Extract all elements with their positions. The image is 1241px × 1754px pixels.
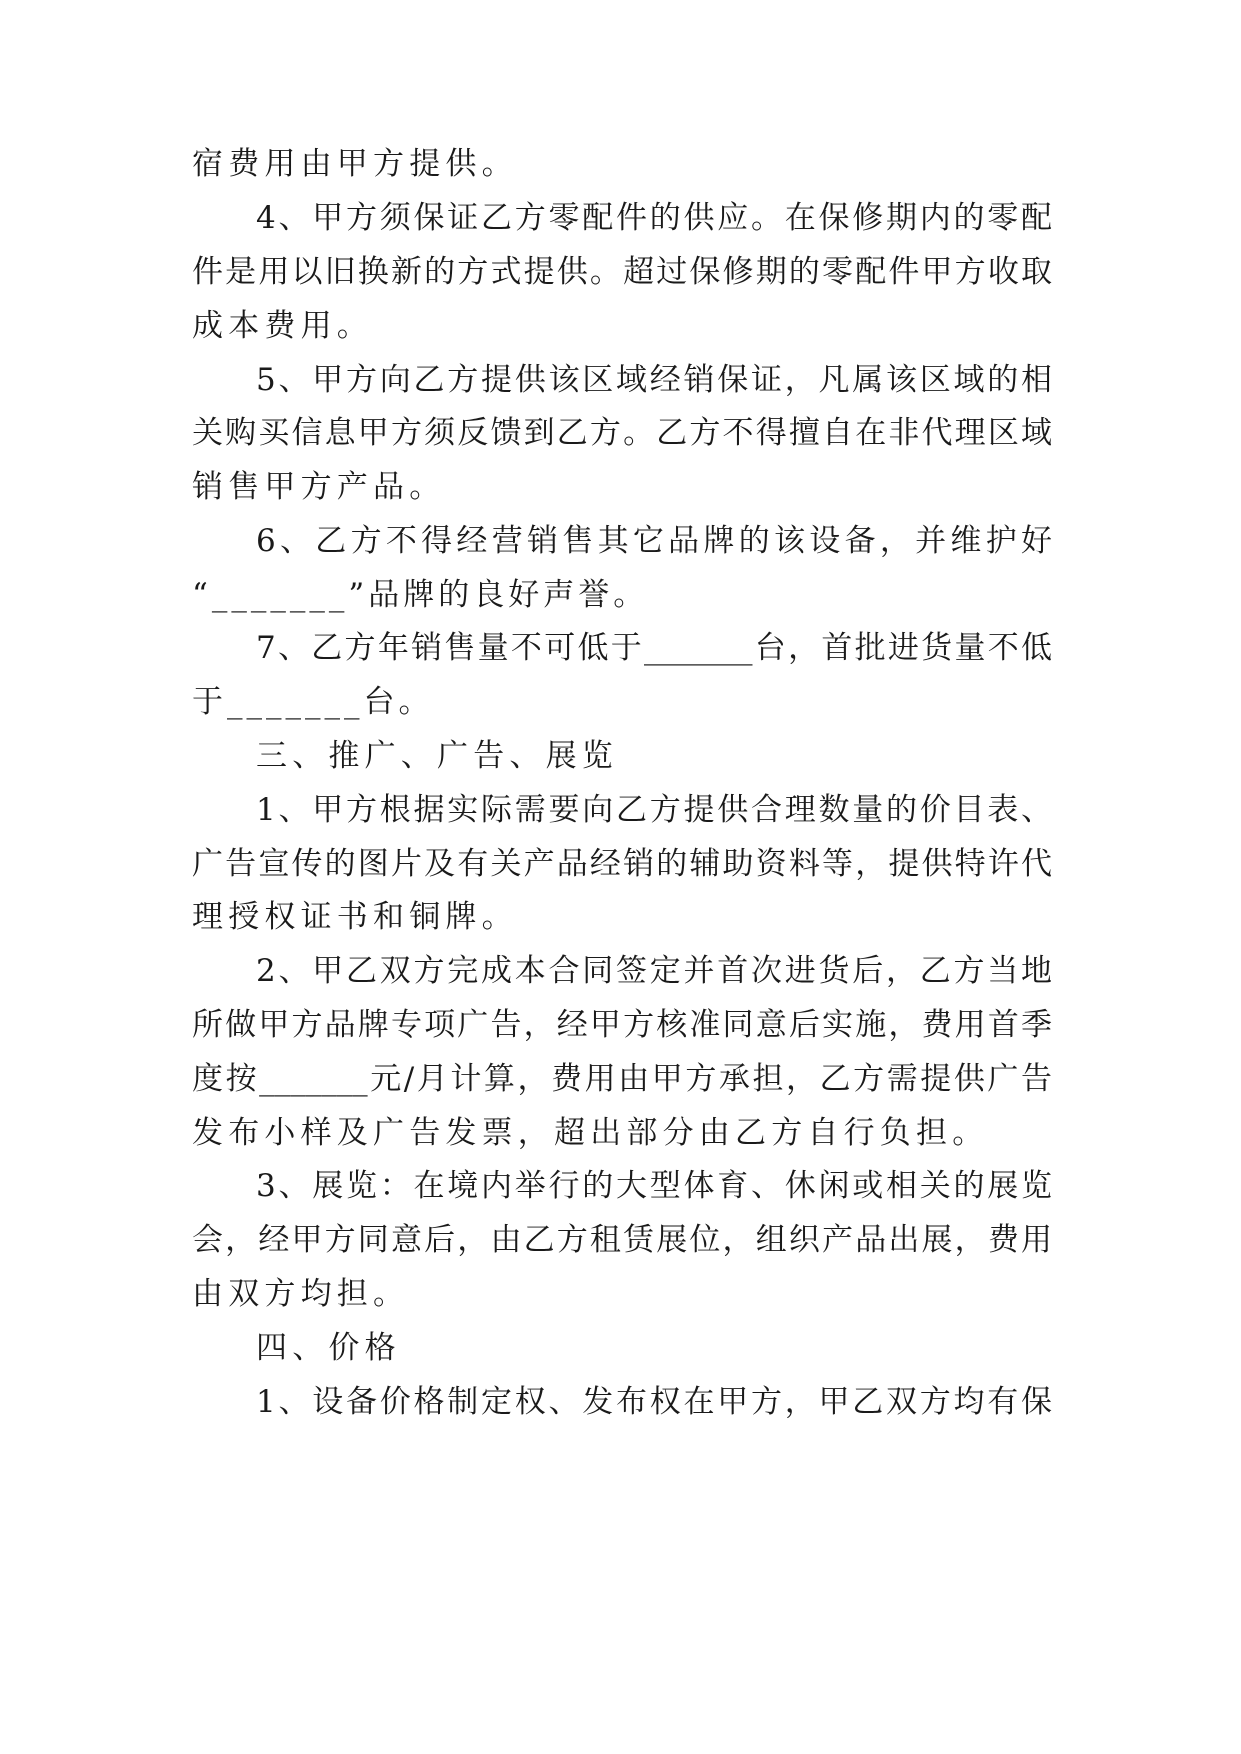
text-line: 度按_______元/月计算，费用由甲方承担，乙方需提供广告 [192, 1061, 1052, 1097]
text-line: 宿费用由甲方提供。 [192, 146, 518, 182]
text-line: 发布小样及广告发票，超出部分由乙方自行负担。 [192, 1115, 989, 1151]
text-line: 1、设备价格制定权、发布权在甲方，甲乙双方均有保 [256, 1384, 1052, 1420]
section-heading: 三、推广、广告、展览 [256, 738, 618, 774]
text-line: 6、乙方不得经营销售其它品牌的该设备，并维护好 [256, 523, 1052, 559]
text-line: 4、甲方须保证乙方零配件的供应。在保修期内的零配 [256, 200, 1052, 236]
text-line: 理授权证书和铜牌。 [192, 899, 518, 935]
text-line: 件是用以旧换新的方式提供。超过保修期的零配件甲方收取 [192, 254, 1052, 290]
text-line: 由双方均担。 [192, 1276, 410, 1312]
text-line: 7、乙方年销售量不可低于_______台，首批进货量不低 [256, 630, 1052, 666]
text-line: 关购买信息甲方须反馈到乙方。乙方不得擅自在非代理区域 [192, 415, 1052, 451]
text-line: 5、甲方向乙方提供该区域经销保证，凡属该区域的相 [256, 362, 1052, 398]
text-line: 所做甲方品牌专项广告，经甲方核准同意后实施，费用首季 [192, 1007, 1052, 1043]
text-line: 2、甲乙双方完成本合同签定并首次进货后，乙方当地 [256, 953, 1052, 989]
text-line: 于_______台。 [192, 684, 434, 720]
text-line: 3、展览：在境内举行的大型体育、休闲或相关的展览 [256, 1168, 1052, 1204]
text-line: 会，经甲方同意后，由乙方租赁展位，组织产品出展，费用 [192, 1222, 1052, 1258]
text-line: 广告宣传的图片及有关产品经销的辅助资料等，提供特许代 [192, 846, 1052, 882]
text-line: 销售甲方产品。 [192, 469, 446, 505]
text-line: 成本费用。 [192, 308, 373, 344]
text-line: 1、甲方根据实际需要向乙方提供合理数量的价目表、 [256, 792, 1052, 828]
text-line: “_______”品牌的良好声誉。 [192, 577, 649, 613]
section-heading: 四、价格 [256, 1330, 401, 1366]
